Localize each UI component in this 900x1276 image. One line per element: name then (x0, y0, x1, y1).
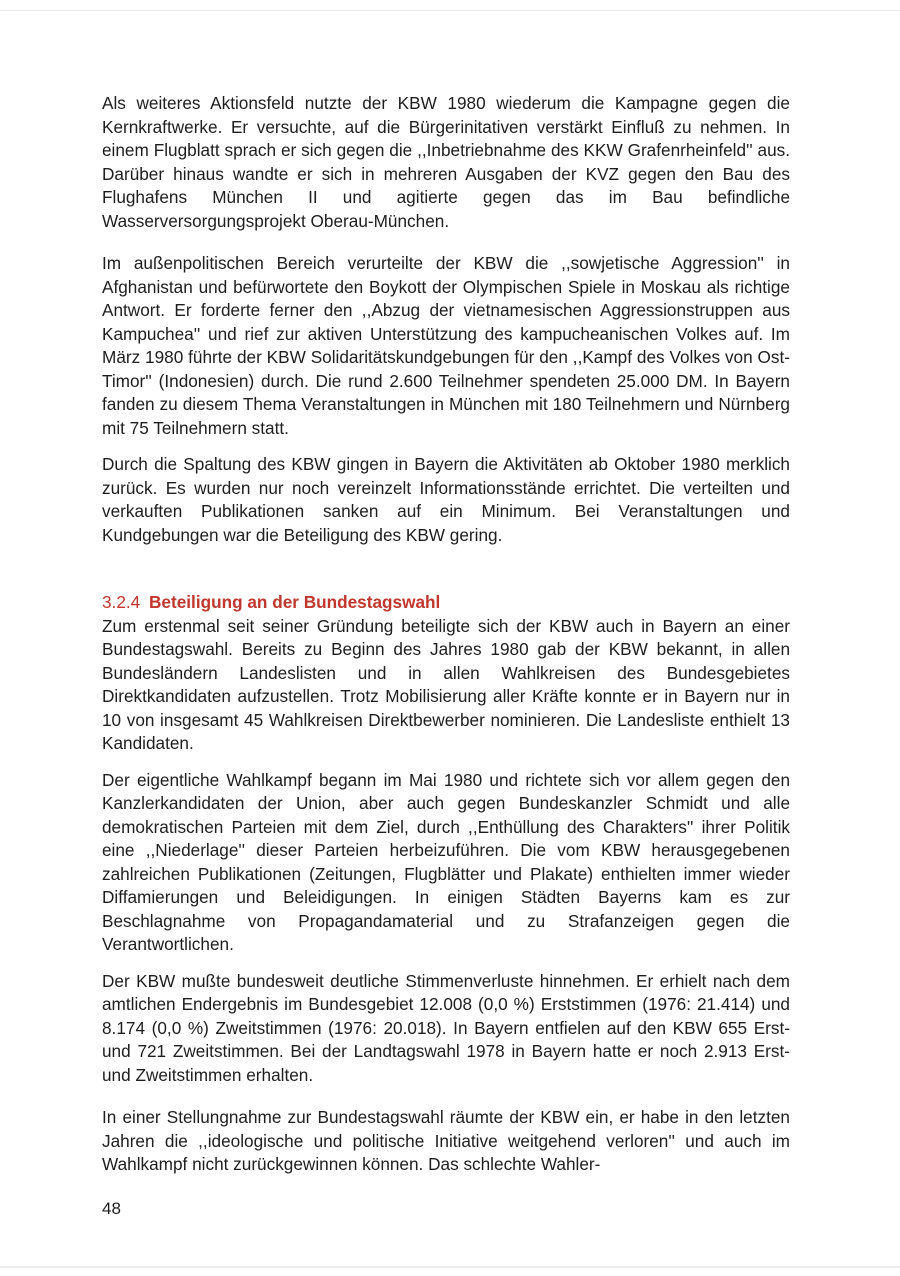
paragraph-stimmenverluste: Der KBW mußte bundesweit deutliche Stimmenverluste hinnehmen. Er erhielt nach dem amtlichen Endergebnis im Bundesgebiet 12.008 (0,0 %) Erststimmen (1976: 21.414) und 8.174 (0,0 %) Zweitstimmen (1976: 20.018). In Bayern entfielen auf den KBW 655 Erst- und 721 Zweitstimmen. Bei der Landtagswahl 1978 in Bayern hatte er noch 2.913 Erst- und Zweitstimmen erhalten. (102, 970, 790, 1085)
section-number: 3.2.4 (102, 592, 141, 612)
paragraph-spaltung: Durch die Spaltung des KBW gingen in Bayern die Aktivitäten ab Oktober 1980 merklich zurück. Es wurden nur noch vereinzelt Informationsstände errichtet. Die verteilten und verkauften Publikationen sanken auf ein Minimum. Bei Veranstaltungen und Kundgebungen war die Beteiligung des KBW gering. (102, 454, 790, 545)
section-heading (102, 591, 790, 615)
paragraph-wahlkampf: Der eigentliche Wahlkampf begann im Mai 1980 und richtete sich vor allem gegen den Kanzlerkandidaten der Union, aber auch gegen Bundeskanzler Schmidt und alle demokratischen Parteien mit dem Ziel, durch ,,Enthüllung des Charakters'' ihrer Politik eine ,,Niederlage'' dieser Parteien herbeizuführen. Die vom KBW herausgegebenen zahlreichen Publikationen (Zeitungen, Flugblätter und Plakate) enthielten immer wieder Diffamierungen und Beleidigungen. In einigen Städten Bayerns kam es zur Beschlagnahme von Propagandamaterial und zu Strafanzeigen gegen die Verantwortlichen. (102, 769, 790, 954)
scan-edge-bottom (0, 1266, 900, 1268)
scan-edge-top (0, 10, 900, 11)
page-content (102, 92, 790, 1177)
paragraph-beteiligung: Zum erstenmal seit seiner Gründung beteiligte sich der KBW auch in Bayern an einer Bundestagswahl. Bereits zu Beginn des Jahres 1980 gab der KBW bekannt, in allen Bundesländern Landeslisten und in allen Wahlkreisen des Bundesgebietes Direktkandidaten aufzustellen. Trotz Mobilisierung aller Kräfte konnte er in Bayern nur in 10 von insgesamt 45 Wahlkreisen Direktbewerber nominieren. Die Landesliste enthielt 13 Kandidaten. (102, 615, 790, 753)
section-title: Beteiligung an der Bundestagswahl (149, 592, 441, 612)
paragraph-aussenpolitik: Im außenpolitischen Bereich verurteilte der KBW die ,,sowjetische Aggression'' in Afghanistan und befürwortete den Boykott der Olympischen Spiele in Moskau als richtige Antwort. Er forderte ferner den ,,Abzug der vietnamesischen Aggressionstruppen aus Kampuchea'' und rief zur aktiven Unterstützung des kampucheanischen Volkes auf. Im März 1980 führte der KBW Solidaritätskundgebungen für den ,,Kampf des Volkes von Ost-Timor'' (Indonesien) durch. Die rund 2.600 Teilnehmer spendeten 25.000 DM. In Bayern fanden zu diesem Thema Veranstaltungen in München mit 180 Teilnehmern und Nürnberg mit 75 Teilnehmern statt. (102, 253, 790, 438)
paragraph-stellungnahme: In einer Stellungnahme zur Bundestagswahl räumte der KBW ein, er habe in den letzten Jahren die ,,ideologische und politische Initiative weitgehend verloren'' und auch im Wahlkampf nicht zurückgewinnen können. Das schlechte Wahler- (102, 1107, 790, 1174)
page-number: 48 (102, 1199, 121, 1218)
paragraph-kernkraft: Als weiteres Aktionsfeld nutzte der KBW 1980 wiederum die Kampagne gegen die Kernkraftwerke. Er versuchte, auf die Bürgerinitativen verstärkt Einfluß zu nehmen. In einem Flugblatt sprach er sich gegen die ,,Inbetriebnahme des KKW Grafenrheinfeld'' aus. Darüber hinaus wandte er sich in mehreren Ausgaben der KVZ gegen den Bau des Flughafens München II und agitierte gegen das im Bau befindliche Wasserversorgungsprojekt Oberau-München. (102, 93, 790, 231)
